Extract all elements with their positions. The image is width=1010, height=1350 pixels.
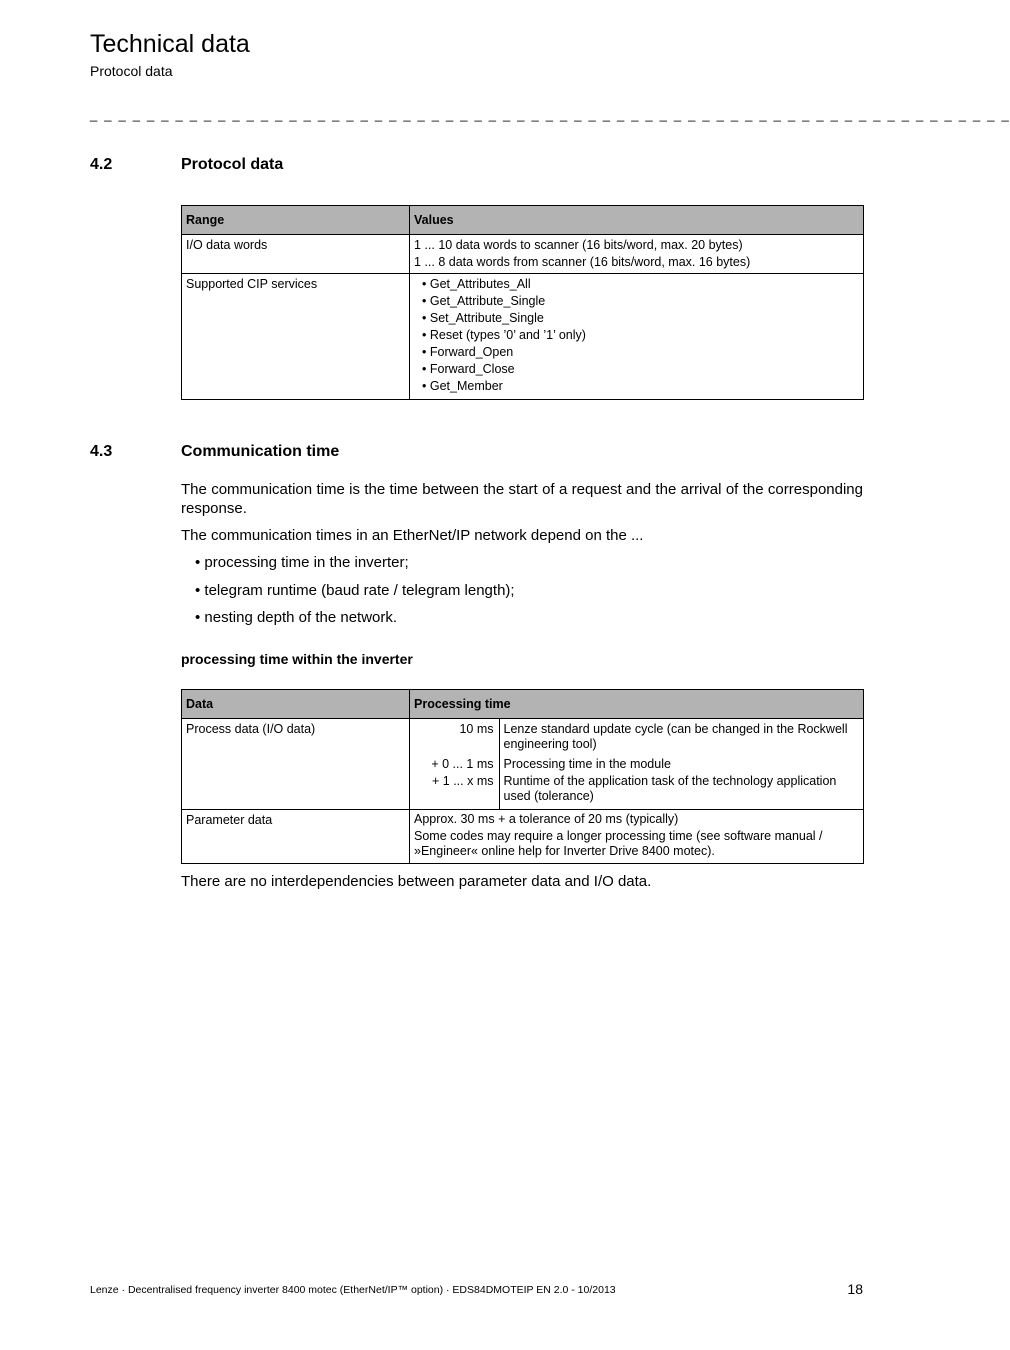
table-header-row: [182, 206, 864, 235]
column-header: Processing time: [410, 690, 864, 719]
page-title: Technical data: [90, 30, 250, 58]
table-cell: [410, 719, 864, 810]
time-description: Processing time in the module: [503, 757, 671, 771]
table-cell: [410, 274, 864, 400]
time-description: Lenze standard update cycle (can be changed in the Rockwell engineering tool): [503, 722, 848, 751]
column-header: Values: [410, 206, 864, 235]
processing-time-breakdown: [410, 719, 863, 809]
section-title: Communication time: [181, 443, 340, 460]
cip-services-list: [414, 276, 859, 395]
header-divider: _ _ _ _ _ _ _ _ _ _ _ _ _ _ _ _ _ _ _ _ _ _ _ _ _ _ _ _ _ _ _ _ _ _ _ _ _ _ _ _ _ _ _ _ _ _ _ _ _ _ _ _ _ _ _ _ _ _ _ _ _ _ _ _ _: [90, 107, 1010, 122]
cell-line: Approx. 30 ms + a tolerance of 20 ms (typically): [414, 812, 679, 826]
table-row: [410, 719, 863, 753]
list-item: • Forward_Open: [422, 344, 859, 361]
protocol-data-table: [181, 205, 864, 400]
table-row: [182, 810, 864, 864]
list-item: • nesting depth of the network.: [195, 609, 398, 626]
table-cell: Supported CIP services: [182, 274, 410, 400]
table-row: [410, 753, 863, 773]
time-value: 10 ms: [410, 719, 499, 753]
processing-time-table: [181, 689, 864, 864]
table-row: [410, 773, 863, 809]
cell-line: 1 ... 10 data words to scanner (16 bits/word, max. 20 bytes): [414, 238, 743, 252]
table-row: [182, 719, 864, 810]
cell-line: Some codes may require a longer processing time (see software manual / »Engineer« online help for Inverter Drive 8400 motec).: [414, 829, 823, 858]
table-header-row: [182, 690, 864, 719]
list-item: • Get_Member: [422, 378, 859, 395]
table-cell: Parameter data: [182, 810, 410, 864]
list-item: • processing time in the inverter;: [195, 554, 409, 571]
section-number: 4.3: [90, 443, 113, 460]
time-value: + 0 ... 1 ms: [410, 753, 499, 773]
paragraph: The communication times in an EtherNet/IP network depend on the ...: [181, 527, 644, 544]
time-value: + 1 ... x ms: [410, 773, 499, 809]
cell-line: 1 ... 8 data words from scanner (16 bits/word, max. 16 bytes): [414, 255, 751, 269]
list-item: • Get_Attributes_All: [422, 276, 859, 293]
footer-text: Lenze · Decentralised frequency inverter 8400 motec (EtherNet/IP™ option) · EDS84DMOTEIP EN 2.0 - 10/2013: [90, 1284, 616, 1296]
list-item: • Reset (types ’0’ and ’1’ only): [422, 327, 859, 344]
list-item: • Get_Attribute_Single: [422, 293, 859, 310]
column-header: Data: [182, 690, 410, 719]
table-cell: I/O data words: [182, 235, 410, 274]
time-description: Runtime of the application task of the technology application used (tolerance): [503, 774, 837, 803]
table-cell: [410, 810, 864, 864]
list-item: • Forward_Close: [422, 361, 859, 378]
table-cell: Process data (I/O data): [182, 719, 410, 810]
page-subtitle: Protocol data: [90, 63, 173, 79]
list-item: • Set_Attribute_Single: [422, 310, 859, 327]
paragraph: There are no interdependencies between parameter data and I/O data.: [181, 873, 652, 890]
list-item: • telegram runtime (baud rate / telegram length);: [195, 582, 515, 599]
table-row: [182, 235, 864, 274]
subheading: processing time within the inverter: [181, 651, 413, 667]
section-number: 4.2: [90, 156, 113, 173]
table-cell: [410, 235, 864, 274]
table-row: [182, 274, 864, 400]
section-title: Protocol data: [181, 156, 284, 173]
page-number: 18: [847, 1281, 863, 1297]
column-header: Range: [182, 206, 410, 235]
paragraph: The communication time is the time between the start of a request and the arrival of the corresponding response.: [181, 481, 863, 517]
